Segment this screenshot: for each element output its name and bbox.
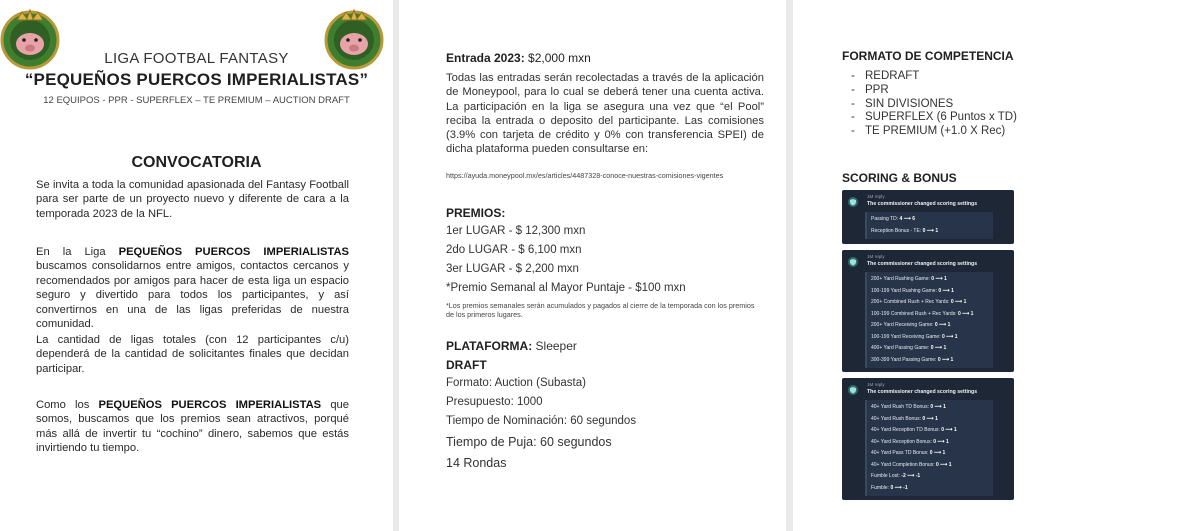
card-meta: 1M reply	[867, 194, 885, 199]
format-heading: FORMATO DE COMPETENCIA	[842, 49, 1014, 63]
card-title: The commissioner changed scoring settings	[867, 261, 978, 267]
prize-weekly: *Premio Semanal al Mayor Puntaje - $100 mxn	[446, 282, 686, 294]
scoring-change-row: 100-199 Combined Rush + Rec Yards: 0 ⟶ 1	[871, 310, 974, 317]
scoring-heading: SCORING & BONUS	[842, 171, 957, 185]
scoring-change-row: 300-399 Yard Passing Game: 0 ⟶ 1	[871, 356, 954, 363]
league-count-paragraph: La cantidad de ligas totales (con 12 participantes c/u) dependerá de la cantidad de solicitantes finales que decidan participar.	[36, 334, 349, 375]
draft-budget: Presupuesto: 1000	[446, 396, 543, 408]
prize-third: 3er LUGAR - $ 2,200 mxn	[446, 263, 579, 275]
scoring-change-row: 40+ Yard Pass TD Bonus: 0 ⟶ 1	[871, 450, 946, 456]
list-item: - SIN DIVISIONES	[851, 97, 954, 110]
league-subtitle: 12 EQUIPOS - PPR - SUPERFLEX – TE PREMIUM – AUCTION DRAFT	[43, 95, 350, 106]
document-page-3	[793, 0, 1200, 531]
scoring-change-row: Passing TD: 4 ⟶ 6	[871, 216, 916, 222]
prize-first: 1er LUGAR - $ 12,300 mxn	[446, 225, 586, 237]
scoring-change-row: Fumble Lost: -2 ⟶ -1	[871, 473, 921, 479]
entry-description: Todas las entradas serán recolectadas a través de la aplicación de Moneypool, para lo cual se deberá tener una cuenta activa. La participación en la liga se asegura una vez que “el Pool” reciba la entrada o deposito del participante. Las comisiones (3.9% con tarjeta de crédito y 0% con transferencia SPEI) de dicha plataforma pueden consultarse en:	[446, 72, 764, 156]
card-meta: 1M reply	[867, 254, 885, 259]
scoring-change-row: 40+ Yard Rush TD Bonus: 0 ⟶ 1	[871, 404, 946, 410]
prize-second: 2do LUGAR - $ 6,100 mxn	[446, 244, 582, 256]
scoring-change-row: 100-199 Yard Rushing Game: 0 ⟶ 1	[871, 287, 954, 294]
scoring-change-row: Fumble: 0 ⟶ -1	[871, 484, 908, 491]
card-title: The commissioner changed scoring settings	[867, 389, 978, 395]
prize-note: *Los premios semanales serán acumulados y pagados al cierre de la temporada con los premios de los primeros lugares.	[446, 301, 755, 320]
scoring-change-row: 400+ Yard Passing Game: 0 ⟶ 1	[871, 345, 947, 351]
list-item: - SUPERFLEX (6 Puntos x TD)	[851, 111, 1017, 124]
list-item: - REDRAFT	[851, 70, 920, 82]
card-changes	[865, 212, 993, 239]
commissioner-avatar-icon	[848, 197, 858, 207]
format-list	[851, 70, 1017, 139]
scoring-change-row: Reception Bonus - TE: 0 ⟶ 1	[871, 227, 939, 234]
draft-nomination-time: Tiempo de Nominación: 60 segundos	[446, 415, 637, 427]
draft-heading: DRAFT	[446, 358, 487, 372]
card-changes	[865, 272, 993, 368]
league-name: “PEQUEÑOS PUERCOS IMPERIALISTAS”	[24, 70, 369, 89]
entry-fee: Entrada 2023: $2,000 mxn	[446, 51, 591, 65]
draft-bid-time: Tiempo de Puja: 60 segundos	[446, 435, 612, 449]
prizes-heading: PREMIOS:	[446, 206, 506, 220]
scoring-change-row: 40+ Yard Reception Bonus: 0 ⟶ 1	[871, 438, 949, 445]
document-page-2	[399, 0, 786, 531]
scoring-card-1	[842, 190, 1014, 244]
scoring-change-row: 40+ Yard Completion Bonus: 0 ⟶ 1	[871, 461, 952, 468]
scoring-change-row: 200+ Combined Rush + Rec Yards: 0 ⟶ 1	[871, 299, 967, 305]
scoring-change-row: 40+ Yard Reception TD Bonus: 0 ⟶ 1	[871, 427, 957, 433]
platform: PLATAFORMA: Sleeper	[446, 339, 577, 353]
prizes-paragraph: Como los PEQUEÑOS PUERCOS IMPERIALISTAS que somos, buscamos que los premios sean atractivos, porqué más allá de invertir tu “cochino” dinero, sabemos que estás invirtiendo tu tiempo.	[36, 399, 349, 455]
section-heading-convocatoria: CONVOCATORIA	[131, 154, 262, 171]
list-item: - TE PREMIUM (+1.0 X Rec)	[851, 125, 1006, 138]
scoring-card-2	[842, 250, 1014, 372]
card-changes	[865, 400, 993, 496]
commissioner-avatar-icon	[848, 385, 858, 395]
league-title: LIGA FOOTBAL FANTASY	[104, 50, 289, 67]
scoring-change-row: 200+ Yard Rushing Game: 0 ⟶ 1	[871, 276, 947, 282]
commissioner-avatar-icon	[848, 257, 858, 267]
intro-paragraph: Se invita a toda la comunidad apasionada del Fantasy Football para ser parte de un proyecto nuevo y diferente de cara a la temporada 2023 de la NFL.	[36, 179, 349, 220]
moneypool-link[interactable]: https://ayuda.moneypool.mx/es/articles/4487328-conoce-nuestras-comisiones-vigentes	[446, 171, 724, 180]
league-paragraph: En la Liga PEQUEÑOS PUERCOS IMPERIALISTAS buscamos consolidarnos entre amigos, contactos cercanos y recomendados por amigos para hacer de esta liga un espacio seguro y divertido para todos los participantes, y así convertirnos en una de las ligas preferidas de nuestra comunidad.	[36, 246, 349, 331]
card-title: The commissioner changed scoring settings	[867, 201, 978, 207]
draft-rounds: 14 Rondas	[446, 456, 507, 470]
card-meta: 1M reply	[867, 382, 885, 387]
scoring-change-row: 40+ Yard Rush Bonus: 0 ⟶ 1	[871, 415, 938, 422]
draft-format: Formato: Auction (Subasta)	[446, 377, 586, 389]
document-page-1	[0, 0, 393, 531]
scoring-card-3	[842, 378, 1014, 500]
list-item: - PPR	[851, 83, 889, 96]
scoring-change-row: 200+ Yard Receiving Game: 0 ⟶ 1	[871, 322, 951, 328]
scoring-change-row: 100-199 Yard Receiving Game: 0 ⟶ 1	[871, 333, 958, 340]
